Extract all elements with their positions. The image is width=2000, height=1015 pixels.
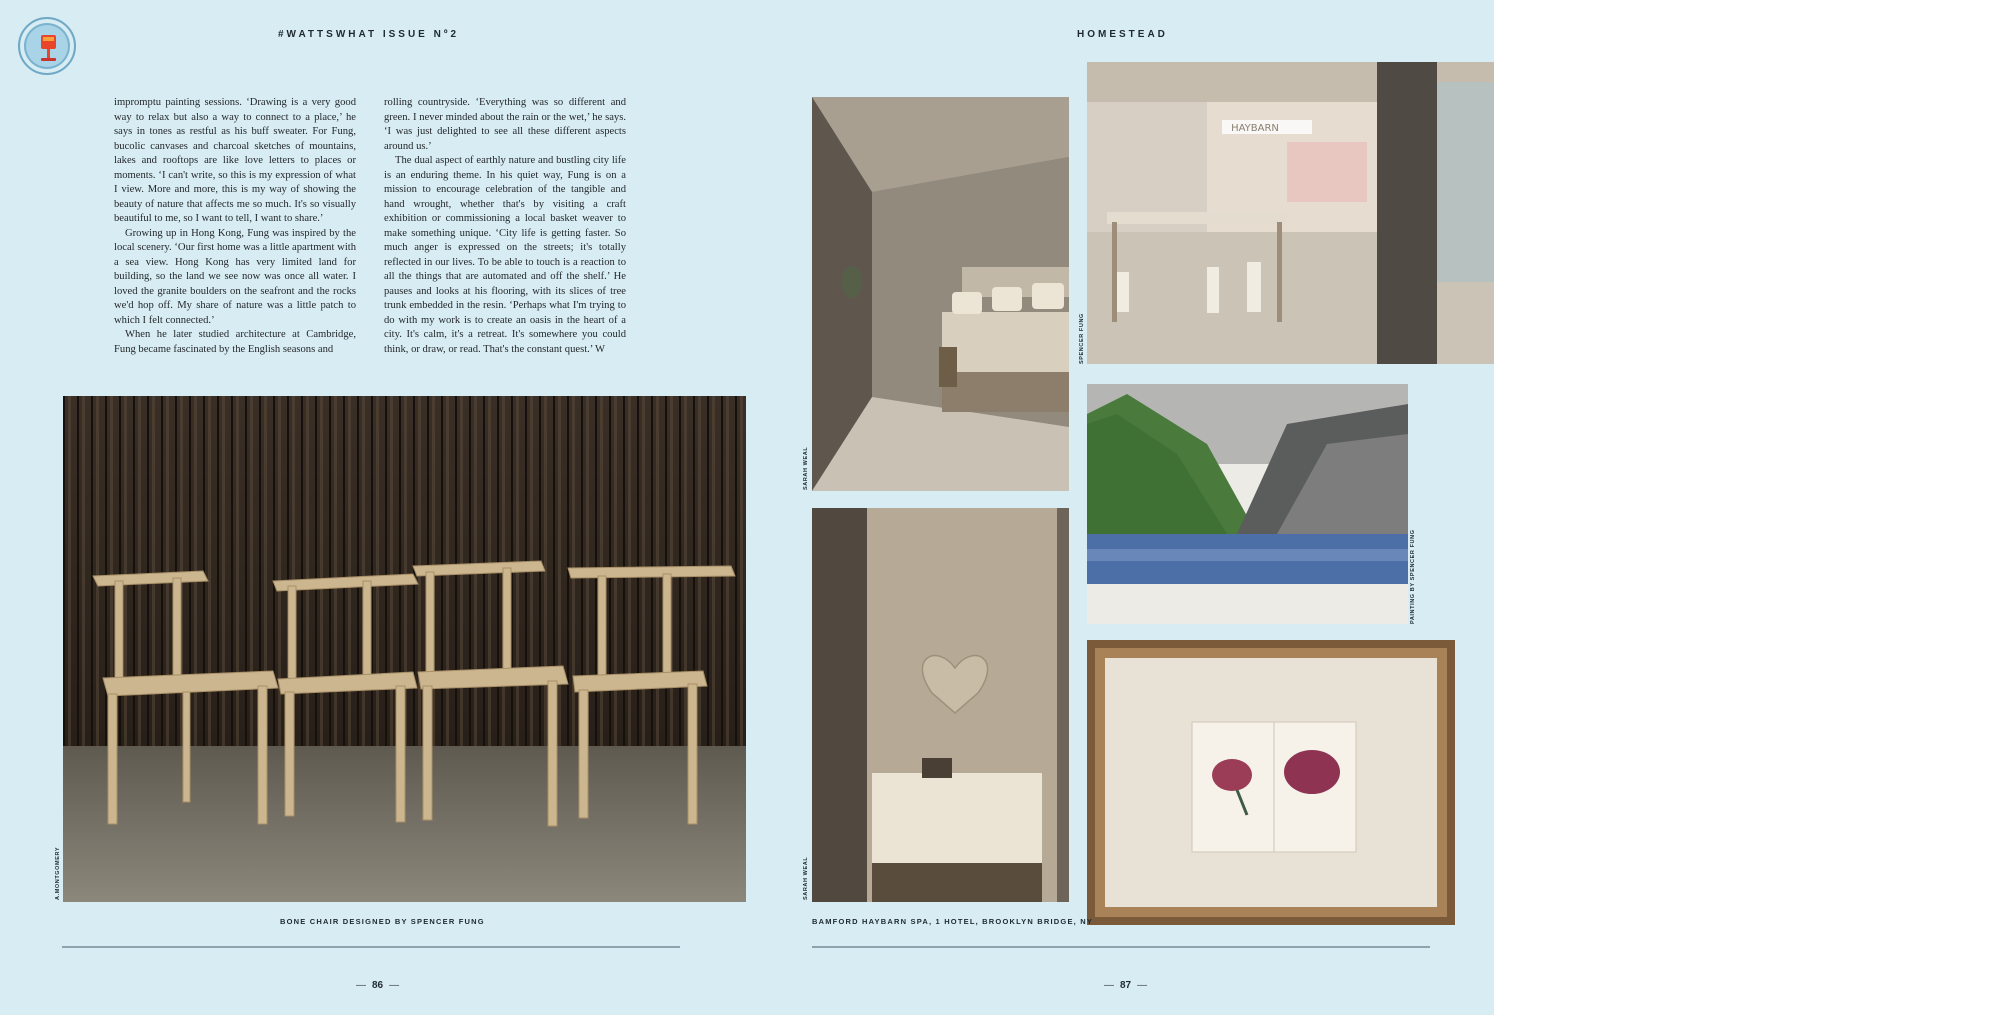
paragraph: When he later studied architecture at Cambridge, Fung became fascinated by the English seasons and xyxy=(114,329,356,355)
article-column-2 xyxy=(384,96,626,357)
photo-credit-painting: PAINTING BY SPENCER FUNG xyxy=(1410,529,1416,624)
landscape-painting-photo xyxy=(1087,384,1408,624)
article-column-1 xyxy=(114,96,356,357)
photo-credit-chairs: A.MONTGOMERY xyxy=(55,846,61,900)
page-number-left xyxy=(350,980,405,991)
spa-treatment-room-photo xyxy=(812,508,1069,902)
bottom-rule-left xyxy=(62,946,680,948)
paragraph: rolling countryside. ‘Everything was so different and green. I never minded about the rain or the wet,’ he says. ‘I was just delighted to see all these different aspects around us.’ xyxy=(384,97,626,152)
folio-dash: — xyxy=(1104,980,1114,991)
caption-left: BONE CHAIR DESIGNED BY SPENCER FUNG xyxy=(280,917,485,926)
paragraph: The dual aspect of earthly nature and bustling city life is an enduring theme. In his quiet way, Fung is on a mission to encourage celebration of the tangible and hand wrought, whether that's by visiting a craft exhibition or commissioning a local basket weaver to make something unique. ‘City life is getting faster. So much anger is expressed on the streets; it's totally reflected in our lives. To be able to touch is a reaction to all the things that are automated and off the shelf.’ He pauses and looks at his flooring, with its slices of tree trunk embedded in the resin. ‘Perhaps what I'm trying to do with my work is to create an oasis in the heart of a city. It's calm, it's a retreat. It's somewhere you could think, or draw, or read. That's the constant quest.’ W xyxy=(384,155,626,355)
lamp-logo-icon[interactable] xyxy=(18,17,76,75)
folio-dash: — xyxy=(1137,980,1148,991)
page-number-value: 86 xyxy=(372,980,384,991)
page-number-value: 87 xyxy=(1120,980,1132,991)
caption-right: BAMFORD HAYBARN SPA, 1 HOTEL, BROOKLYN BRIDGE, NY xyxy=(812,917,1094,926)
photo-credit-spa-lounge: SARAH WEAL xyxy=(803,446,809,490)
folio-dash: — xyxy=(356,980,366,991)
bone-chairs-photo xyxy=(63,396,746,902)
photo-credit-spa-shop: SPENCER FUNG xyxy=(1079,313,1085,364)
running-head-right: HOMESTEAD xyxy=(1077,29,1168,40)
paragraph: Growing up in Hong Kong, Fung was inspired by the local scenery. ‘Our first home was a little apartment with a sea view. Hong Kong has very limited land for building, so the land we see now was once all water. I loved the granite boulders on the seafront and the rocks we'd hop off. My share of nature was a little patch to which I felt connected.’ xyxy=(114,227,356,326)
paragraph: impromptu painting sessions. ‘Drawing is a very good way to relax but also a way to connect to a place,’ he says in tones as restful as his buff sweater. For Fung, bucolic canvases and charcoal sketches of mountains, lakes and rooftops are like love letters to places or moments. ‘I can't write, so this is my expression of what I view. More and more, this is my way of showing the beauty of nature that affects me so much. It's so visually beautiful to me, so I want to tell, I want to share.’ xyxy=(114,97,356,224)
photo-credit-spa-room: SARAH WEAL xyxy=(803,856,809,900)
running-head-left: #WATTSWHAT ISSUE Nº2 xyxy=(278,29,460,40)
spa-lounge-photo xyxy=(812,97,1069,491)
bottom-rule-right xyxy=(812,946,1430,948)
page-number-right xyxy=(1098,980,1153,991)
spa-shop-photo xyxy=(1087,62,1494,364)
spa-shop-sign-text: HAYBARN xyxy=(1231,123,1279,134)
folio-dash: — xyxy=(389,980,400,991)
framed-flower-artwork-photo xyxy=(1087,640,1455,925)
